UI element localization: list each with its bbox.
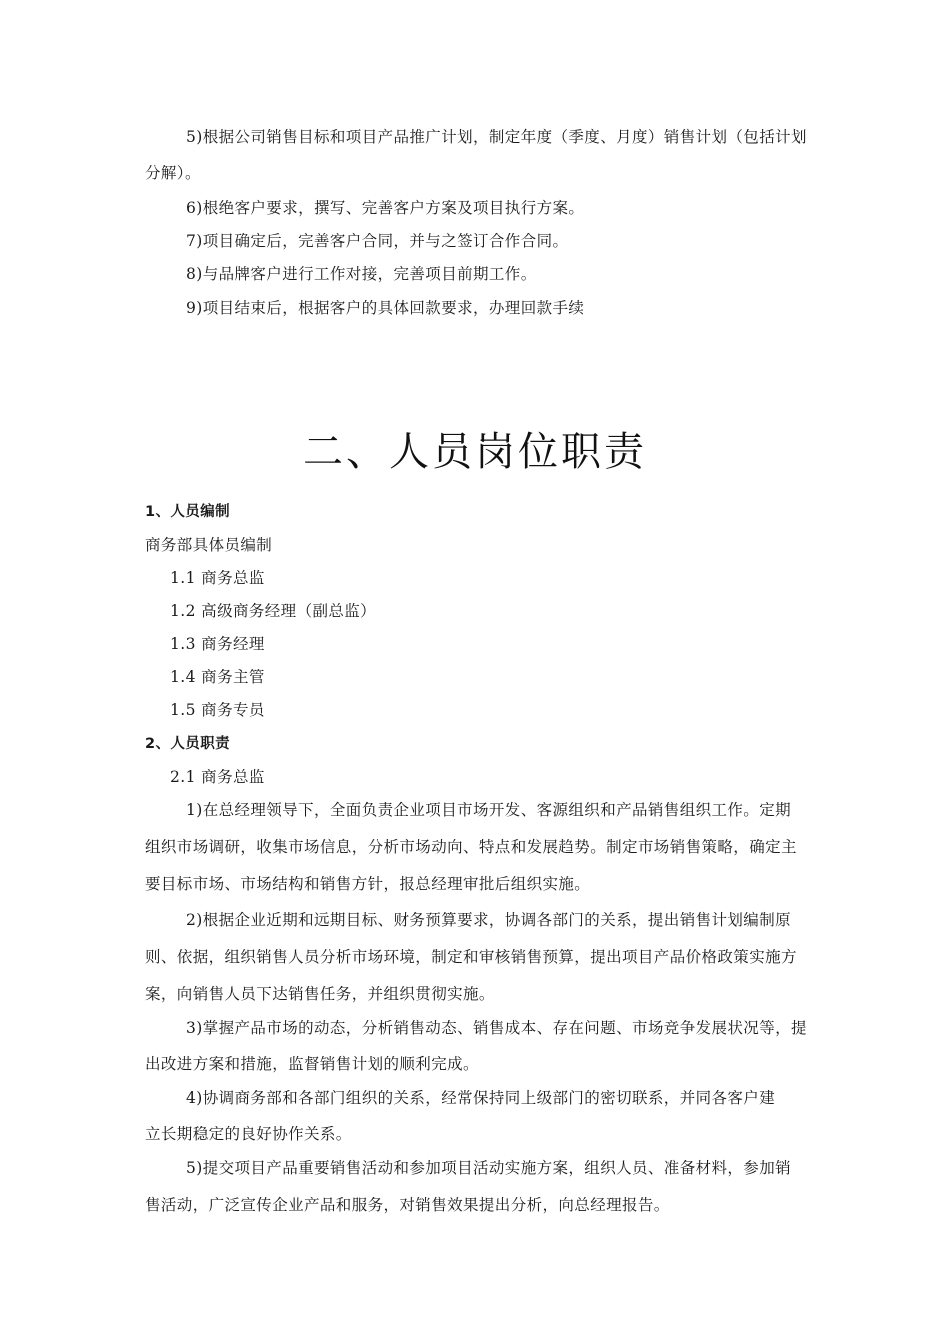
- list-item: 1.5 商务专员: [170, 701, 265, 719]
- list-item: 1.1 商务总监: [170, 569, 265, 587]
- paragraph-line: 要目标市场、市场结构和销售方针，报总经理审批后组织实施。: [145, 875, 591, 893]
- paragraph-line: 6)根绝客户要求，撰写、完善客户方案及项目执行方案。: [186, 199, 585, 217]
- duties-subheading: 2.1 商务总监: [170, 768, 265, 786]
- paragraph-line: 案，向销售人员下达销售任务，并组织贯彻实施。: [145, 985, 495, 1003]
- paragraph-line: 4)协调商务部和各部门组织的关系，经常保持同上级部门的密切联系，并同各客户建: [186, 1089, 776, 1107]
- paragraph-line: 9)项目结束后，根据客户的具体回款要求，办理回款手续: [186, 299, 585, 317]
- paragraph-line: 出改进方案和措施，监督销售计划的顺利完成。: [145, 1055, 479, 1073]
- heading-duties: 2、人员职责: [145, 736, 230, 752]
- paragraph-line: 售活动，广泛宣传企业产品和服务，对销售效果提出分析，向总经理报告。: [145, 1196, 670, 1214]
- paragraph-line: 1)在总经理领导下，全面负责企业项目市场开发、客源组织和产品销售组织工作。定期: [186, 801, 792, 819]
- paragraph-line: 3)掌握产品市场的动态，分析销售动态、销售成本、存在问题、市场竞争发展状况等，提: [186, 1019, 807, 1037]
- paragraph-line: 组织市场调研，收集市场信息，分析市场动向、特点和发展趋势。制定市场销售策略，确定主: [145, 838, 797, 856]
- paragraph-line: 则、依据，组织销售人员分析市场环境，制定和审核销售预算，提出项目产品价格政策实施方: [145, 948, 797, 966]
- heading-staffing: 1、人员编制: [145, 504, 230, 520]
- paragraph-line: 立长期稳定的良好协作关系。: [145, 1125, 352, 1143]
- paragraph-line: 分解）。: [145, 164, 201, 182]
- paragraph-line: 7)项目确定后，完善客户合同，并与之签订合作合同。: [186, 232, 569, 250]
- paragraph-line: 8)与品牌客户进行工作对接，完善项目前期工作。: [186, 265, 537, 283]
- paragraph-line: 2)根据企业近期和远期目标、财务预算要求，协调各部门的关系，提出销售计划编制原: [186, 911, 792, 929]
- list-item: 1.4 商务主管: [170, 668, 265, 686]
- list-item: 1.3 商务经理: [170, 635, 265, 653]
- section-title: 二、人员岗位职责: [303, 429, 647, 475]
- staffing-intro: 商务部具体员编制: [145, 536, 273, 554]
- list-item: 1.2 高级商务经理（副总监）: [170, 602, 377, 620]
- paragraph-line: 5)提交项目产品重要销售活动和参加项目活动实施方案，组织人员、准备材料，参加销: [186, 1159, 792, 1177]
- paragraph-line: 5)根据公司销售目标和项目产品推广计划，制定年度（季度、月度）销售计划（包括计划: [186, 128, 807, 146]
